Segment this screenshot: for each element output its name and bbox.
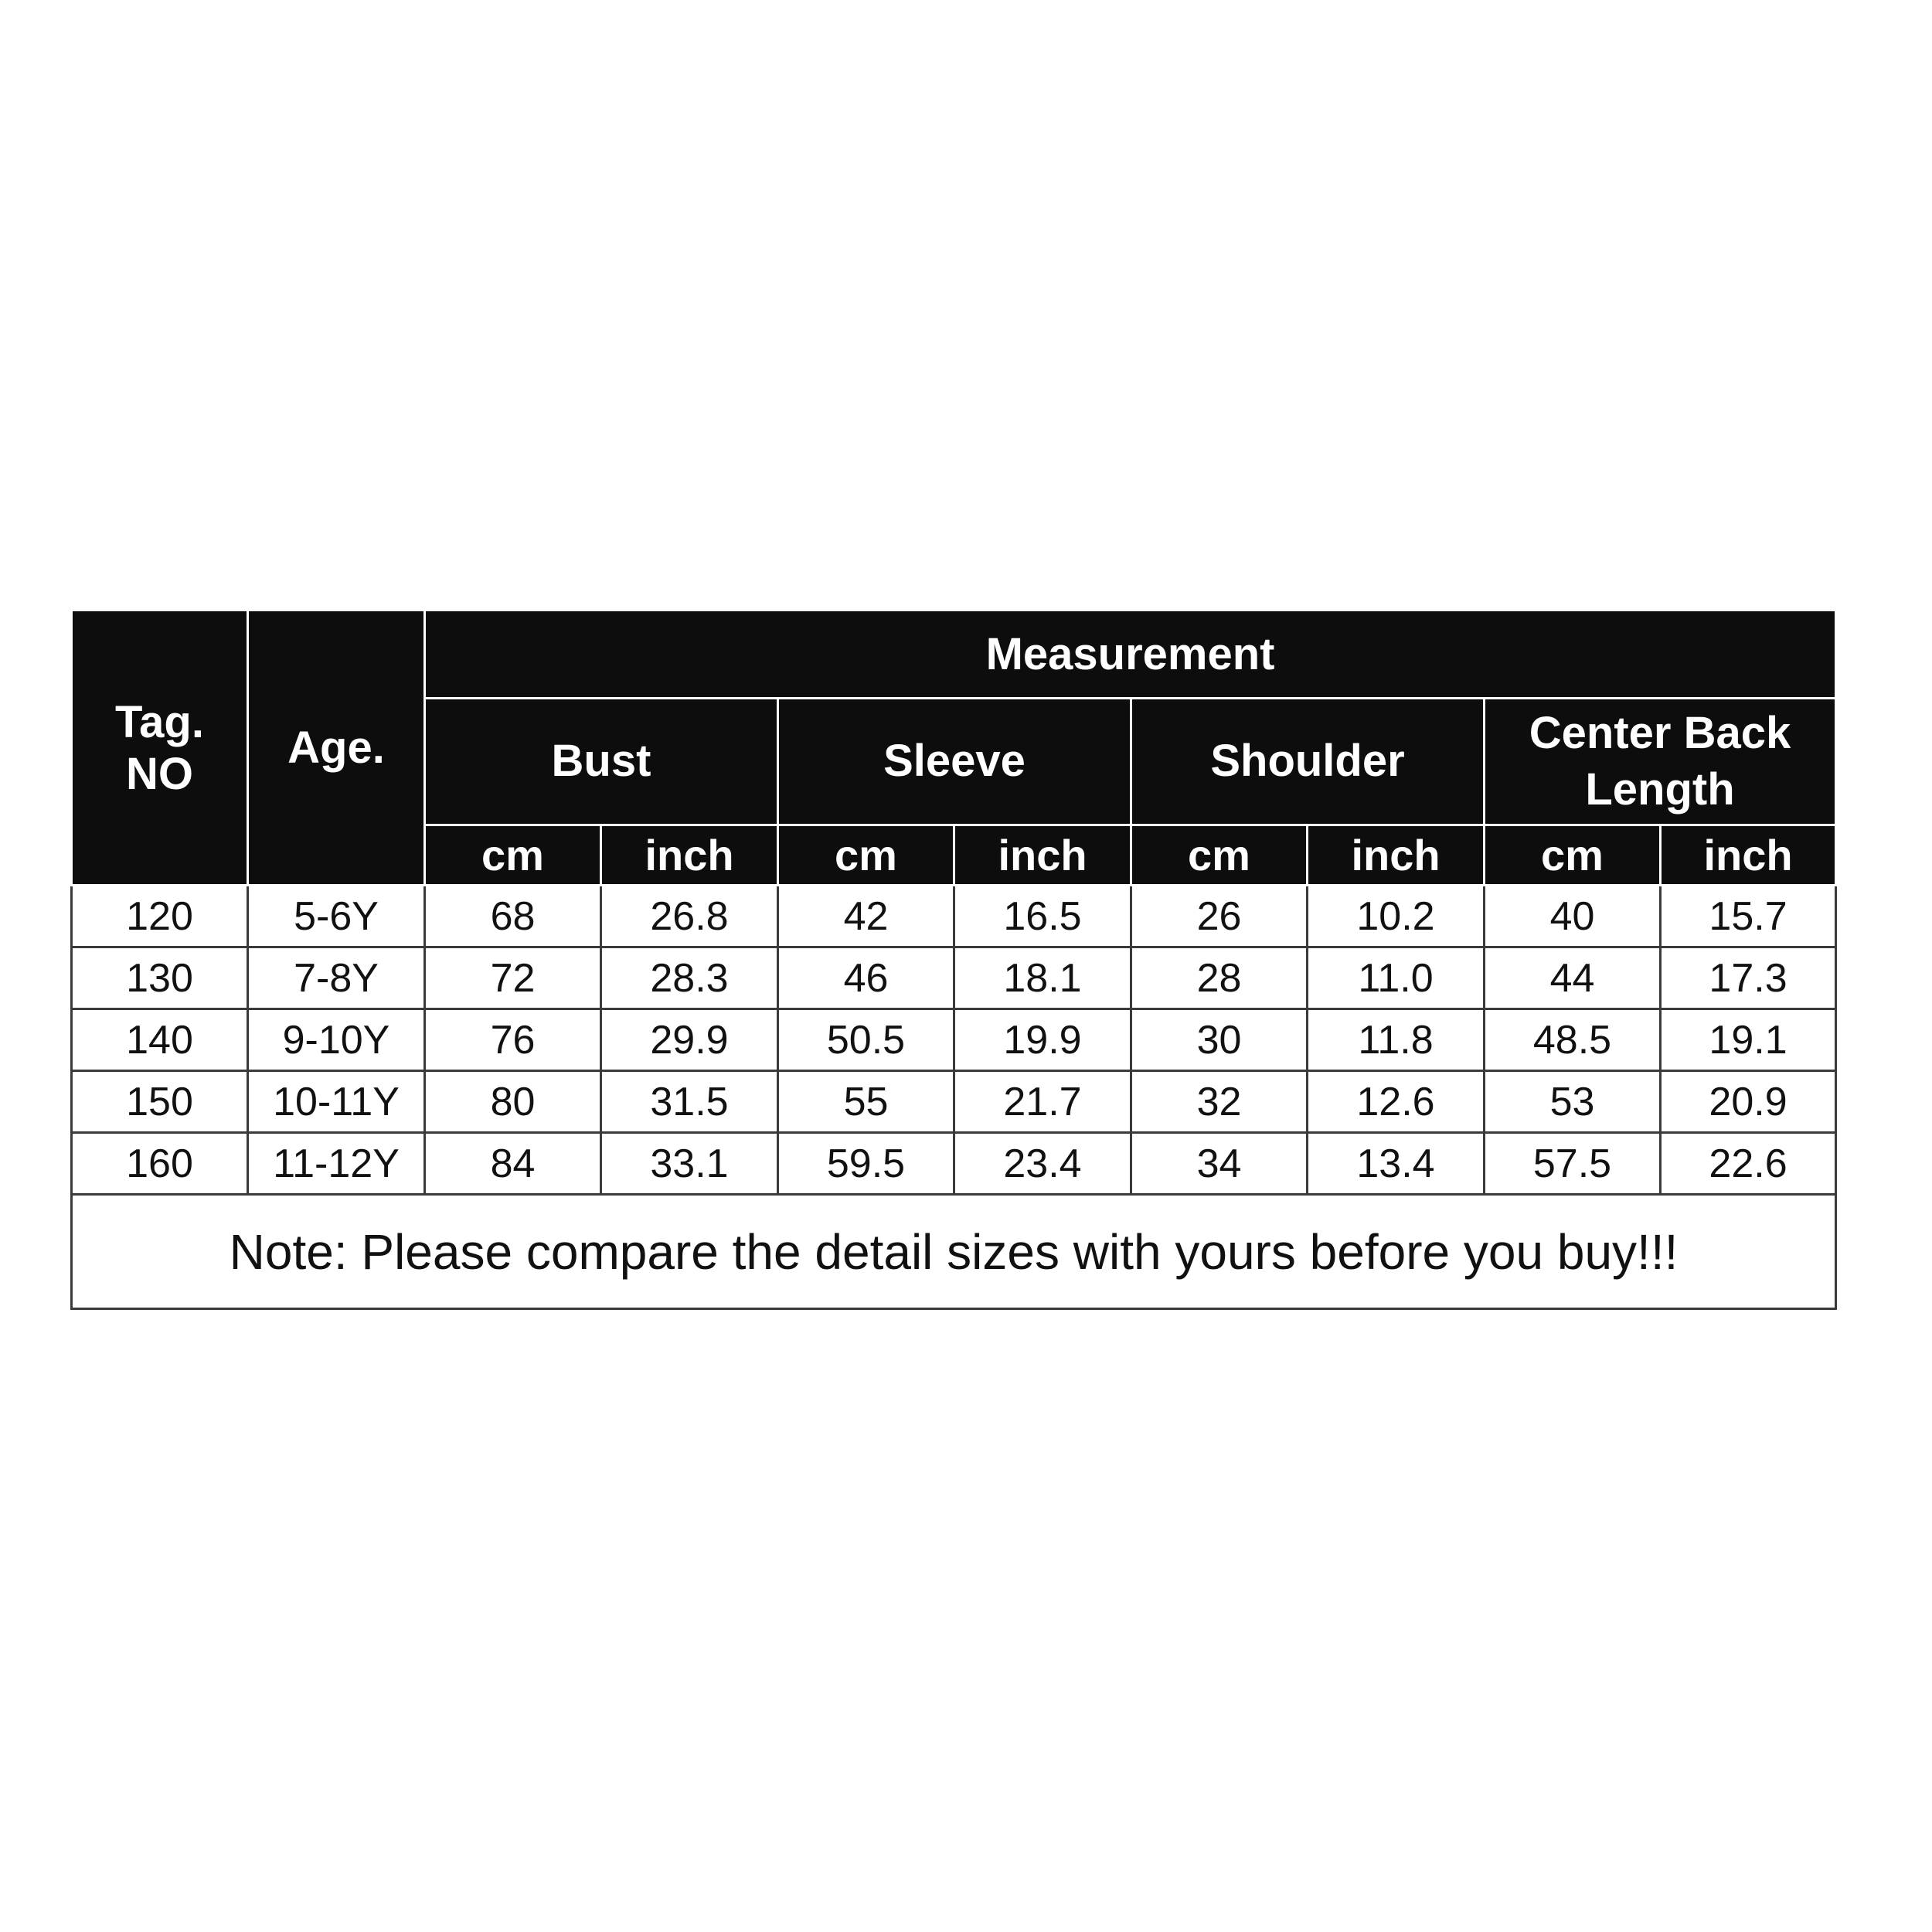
tag-cell: 130 <box>72 947 248 1009</box>
unit-header: inch <box>1308 825 1485 886</box>
tag-cell: 140 <box>72 1009 248 1071</box>
age-cell: 7-8Y <box>248 947 425 1009</box>
sleeve-header: Sleeve <box>778 699 1131 825</box>
value-cell: 34 <box>1131 1133 1308 1195</box>
center-back-length-header: Center Back Length <box>1485 699 1836 825</box>
age-cell: 11-12Y <box>248 1133 425 1195</box>
value-cell: 11.8 <box>1308 1009 1485 1071</box>
value-cell: 28.3 <box>601 947 778 1009</box>
age-cell: 10-11Y <box>248 1071 425 1133</box>
value-cell: 57.5 <box>1485 1133 1661 1195</box>
value-cell: 80 <box>425 1071 601 1133</box>
tag-no-header: Tag. NO <box>72 611 248 886</box>
value-cell: 10.2 <box>1308 886 1485 947</box>
value-cell: 19.1 <box>1661 1009 1836 1071</box>
age-cell: 9-10Y <box>248 1009 425 1071</box>
value-cell: 55 <box>778 1071 954 1133</box>
value-cell: 48.5 <box>1485 1009 1661 1071</box>
tag-cell: 120 <box>72 886 248 947</box>
value-cell: 50.5 <box>778 1009 954 1071</box>
value-cell: 13.4 <box>1308 1133 1485 1195</box>
shoulder-header: Shoulder <box>1131 699 1485 825</box>
value-cell: 30 <box>1131 1009 1308 1071</box>
unit-header: cm <box>425 825 601 886</box>
unit-header: inch <box>601 825 778 886</box>
table-body <box>72 886 1836 1309</box>
table-row <box>72 1133 1836 1195</box>
table-header <box>72 611 1836 886</box>
unit-header: cm <box>1131 825 1308 886</box>
unit-header: inch <box>1661 825 1836 886</box>
value-cell: 19.9 <box>954 1009 1131 1071</box>
value-cell: 28 <box>1131 947 1308 1009</box>
table-row <box>72 1009 1836 1071</box>
value-cell: 18.1 <box>954 947 1131 1009</box>
note-row <box>72 1195 1836 1309</box>
value-cell: 44 <box>1485 947 1661 1009</box>
table-row <box>72 886 1836 947</box>
unit-header: inch <box>954 825 1131 886</box>
value-cell: 76 <box>425 1009 601 1071</box>
value-cell: 53 <box>1485 1071 1661 1133</box>
unit-header: cm <box>1485 825 1661 886</box>
value-cell: 23.4 <box>954 1133 1131 1195</box>
size-chart-table <box>70 609 1837 1310</box>
measurement-header: Measurement <box>425 611 1836 699</box>
age-cell: 5-6Y <box>248 886 425 947</box>
value-cell: 21.7 <box>954 1071 1131 1133</box>
value-cell: 84 <box>425 1133 601 1195</box>
unit-header: cm <box>778 825 954 886</box>
table-row <box>72 1071 1836 1133</box>
value-cell: 17.3 <box>1661 947 1836 1009</box>
tag-cell: 160 <box>72 1133 248 1195</box>
value-cell: 12.6 <box>1308 1071 1485 1133</box>
value-cell: 32 <box>1131 1071 1308 1133</box>
value-cell: 33.1 <box>601 1133 778 1195</box>
value-cell: 29.9 <box>601 1009 778 1071</box>
value-cell: 40 <box>1485 886 1661 947</box>
value-cell: 15.7 <box>1661 886 1836 947</box>
value-cell: 11.0 <box>1308 947 1485 1009</box>
value-cell: 68 <box>425 886 601 947</box>
value-cell: 22.6 <box>1661 1133 1836 1195</box>
bust-header: Bust <box>425 699 778 825</box>
table-row <box>72 947 1836 1009</box>
value-cell: 46 <box>778 947 954 1009</box>
value-cell: 59.5 <box>778 1133 954 1195</box>
value-cell: 26 <box>1131 886 1308 947</box>
value-cell: 16.5 <box>954 886 1131 947</box>
value-cell: 42 <box>778 886 954 947</box>
value-cell: 20.9 <box>1661 1071 1836 1133</box>
value-cell: 31.5 <box>601 1071 778 1133</box>
value-cell: 26.8 <box>601 886 778 947</box>
value-cell: 72 <box>425 947 601 1009</box>
size-note: Note: Please compare the detail sizes with yours before you buy!!! <box>72 1195 1836 1309</box>
age-header: Age. <box>248 611 425 886</box>
tag-cell: 150 <box>72 1071 248 1133</box>
